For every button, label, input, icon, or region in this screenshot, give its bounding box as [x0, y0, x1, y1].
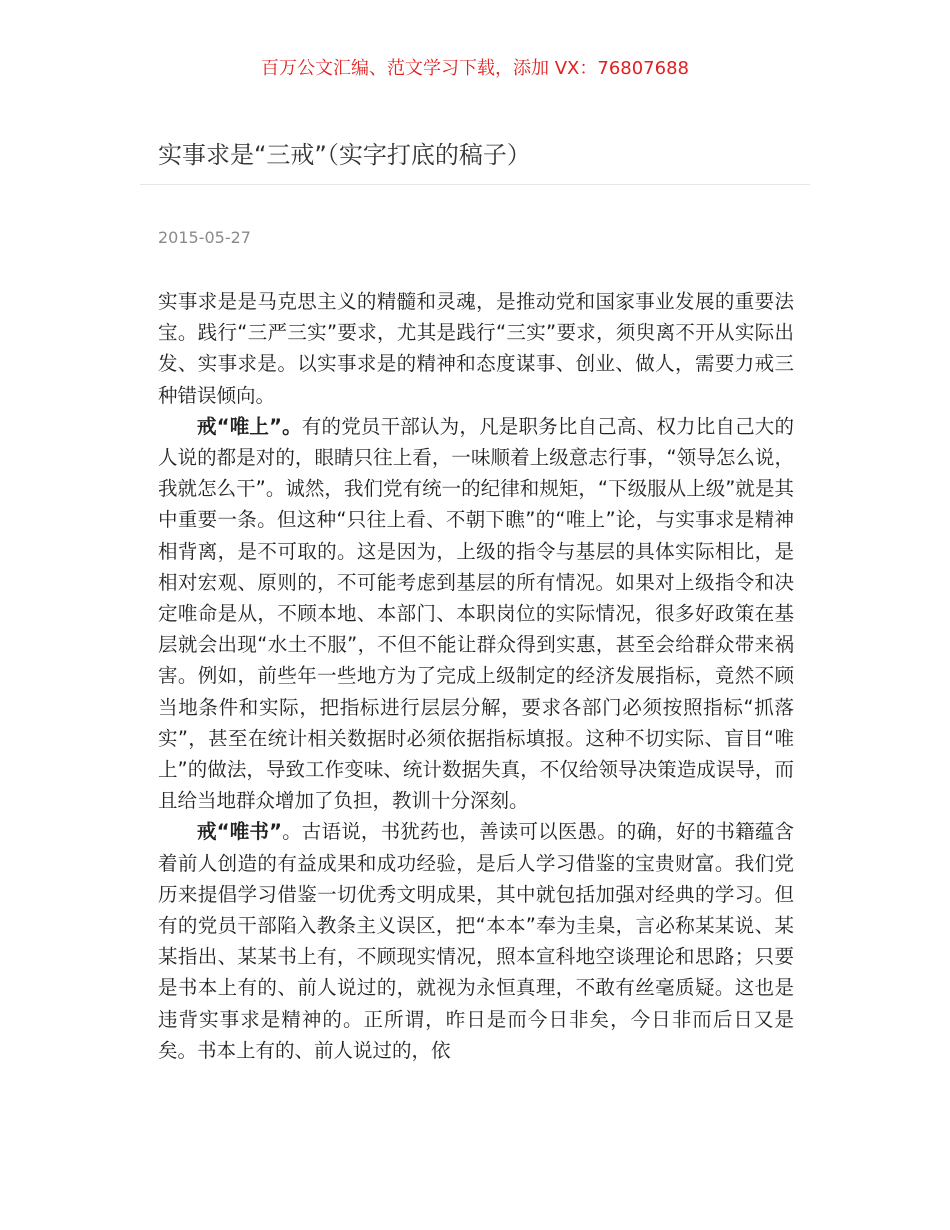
section-body-2: 。古语说，书犹药也，善读可以医愚。的确，好的书籍蕴含着前人创造的有益成果和成功经验，是后人学习借鉴的宝贵财富。我们党历来提倡学习借鉴一切优秀文明成果，其中就包括加强对经典的学习。但有的党员干部陷入教条主义误区，把“本本”奉为圭臬，言必称某某说、某某指出、某某书上有，不顾现实情况，照本宣科地空谈理论和思路；只要是书本上有的、前人说过的，就视为永恒真理，不敢有丝毫质疑。这也是违背实事求是精神的。正所谓，昨日是而今日非矣，今日非而后日又是矣。书本上有的、前人说过的，依: [158, 820, 794, 1062]
promo-banner: 百万公文汇编、范文学习下载，添加 VX：76807688: [261, 58, 689, 79]
section-body-1: 有的党员干部认为，凡是职务比自己高、权力比自己大的人说的都是对的，眼睛只往上看，一味顺着上级意志行事，“领导怎么说，我就怎么干”。诚然，我们党有统一的纪律和规矩，“下级服从上级”就是其中重要一条。但这种“只往上看、不朝下瞧”的“唯上”论，与实事求是精神相背离，是不可取的。这是因为，上级的指令与基层的具体实际相比，是相对宏观、原则的，不可能考虑到基层的所有情况。如果对上级指令和决定唯命是从，不顾本地、本部门、本职岗位的实际情况，很多好政策在基层就会出现“水土不服”，不但不能让群众得到实惠，甚至会给群众带来祸害。例如，前些年一些地方为了完成上级制定的经济发展指标，竟然不顾当地条件和实际，把指标进行层层分解，要求各部门必须按照指标“抓落实”，甚至在统计相关数据时必须依据指标填报。这种不切实际、盲目“唯上”的做法，导致工作变味、统计数据失真，不仅给领导决策造成误导，而且给当地群众增加了负担，教训十分深刻。: [158, 414, 794, 813]
title-divider: [140, 184, 810, 185]
article-body: [158, 286, 794, 1066]
section-paragraph-1: [158, 411, 794, 817]
article-title: 实事求是“三戒”（实字打底的稿子）: [158, 141, 531, 169]
publish-date: 2015-05-27: [158, 228, 251, 247]
section-paragraph-2: [158, 816, 794, 1066]
section-heading-1: 戒“唯上”。: [197, 414, 302, 438]
section-heading-2: 戒“唯书”: [197, 820, 282, 844]
intro-paragraph: 实事求是是马克思主义的精髓和灵魂，是推动党和国家事业发展的重要法宝。践行“三严三实”要求，尤其是践行“三实”要求，须臾离不开从实际出发、实事求是。以实事求是的精神和态度谋事、创业、做人，需要力戒三种错误倾向。: [158, 290, 794, 407]
